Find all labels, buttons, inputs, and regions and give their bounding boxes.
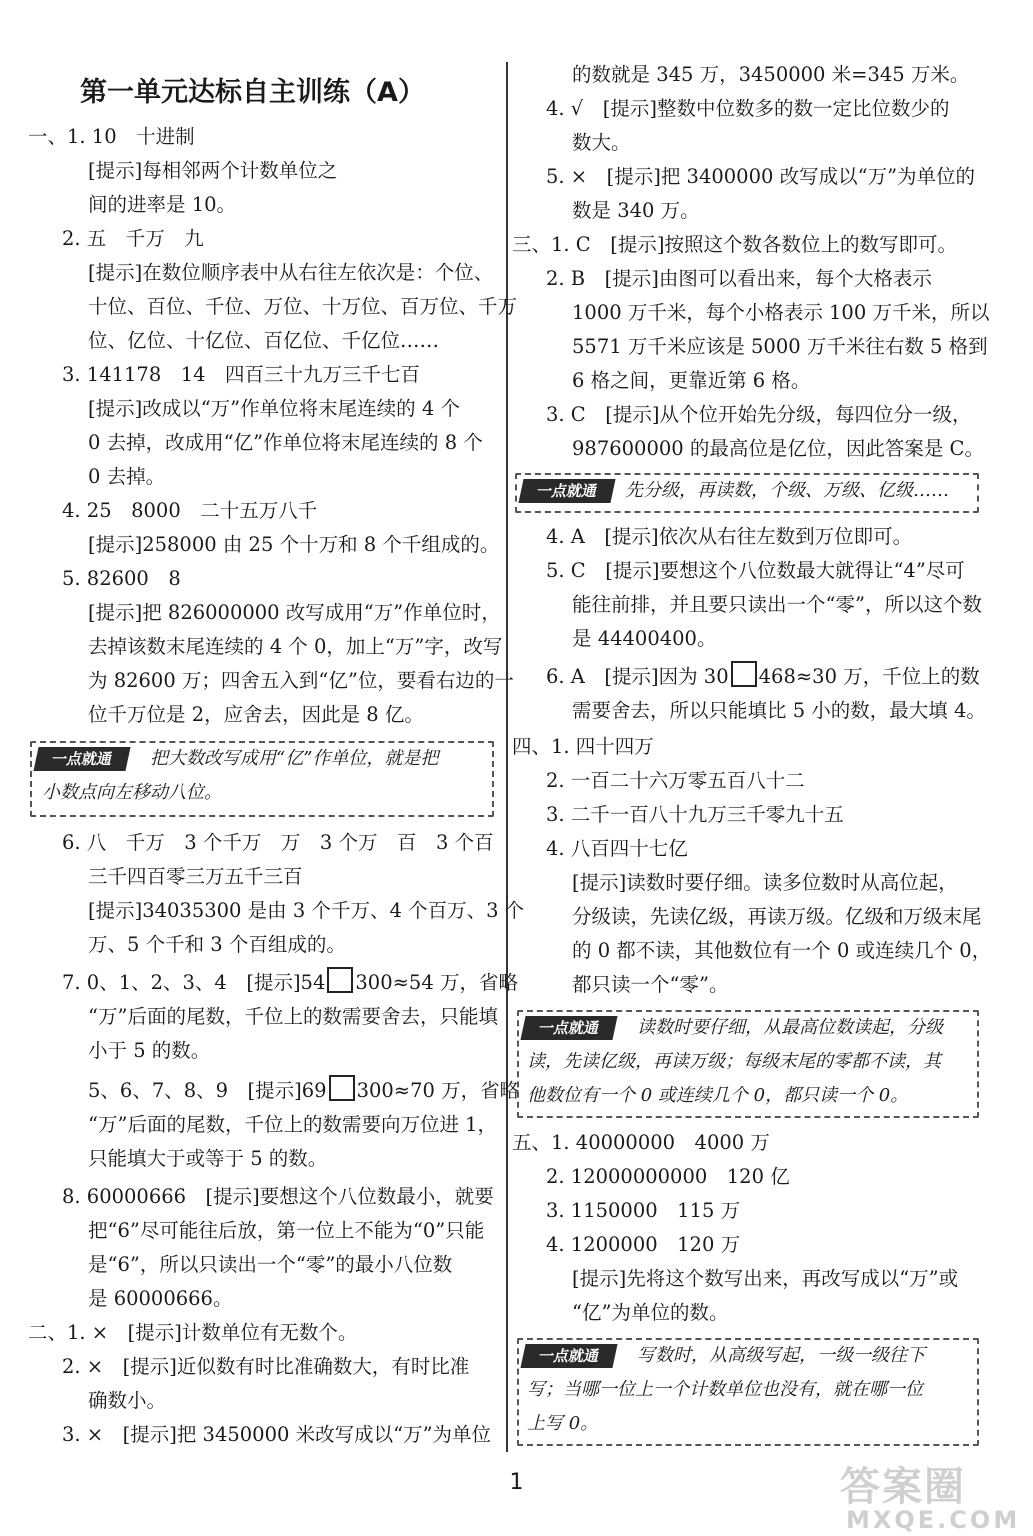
answer-line: 二、1. × [提示]计数单位有无数个。: [28, 1321, 358, 1344]
answer-line: 三、1. C [提示]按照这个数各数位上的数写即可。: [512, 233, 957, 256]
tip-badge: 一点就通: [33, 747, 130, 771]
answer-line: 5. × [提示]把 3400000 改写成以“万”为单位的: [546, 165, 976, 188]
answer-line: 3. 1150000 115 万: [546, 1199, 741, 1222]
answer-line: [提示]读数时要仔细。读多位数时从高位起，: [572, 871, 958, 894]
answer-line: [提示]把 826000000 改写成用“万”作单位时，: [88, 601, 501, 624]
answer-line: 分级读，先读亿级，再读万级。亿级和万级末尾: [572, 905, 982, 928]
answer-line: [提示]每相邻两个计数单位之: [88, 159, 338, 182]
answer-line: 2. B [提示]由图可以看出来，每个大格表示: [546, 267, 932, 290]
answer-line: 3. 二千一百八十九万三千零九十五: [546, 803, 844, 826]
blank-box: [327, 967, 353, 993]
tip-text: 他数位有一个 0 或连续几个 0，都只读一个 0。: [527, 1085, 909, 1106]
answer-line: 是 44400400。: [572, 627, 717, 650]
answer-line: 2. 一百二十六万零五百八十二: [546, 769, 805, 792]
answer-line: 6. 八 千万 3 个千万 万 3 个万 百 3 个百: [62, 831, 494, 854]
answer-text: 5、6、7、8、9 [提示]69: [88, 1079, 327, 1102]
tip-box: [517, 1338, 979, 1446]
answer-line: 能往前排，并且要只读出一个“零”，所以这个数: [572, 593, 982, 616]
answer-line: [提示]258000 由 25 个十万和 8 个千组成的。: [88, 533, 500, 556]
answer-line: 四、1. 四十四万: [512, 735, 654, 758]
page-number: 1: [509, 1470, 524, 1495]
answer-line: 只能填大于或等于 5 的数。: [88, 1147, 328, 1170]
answer-line: 0 去掉，改成用“亿”作单位将末尾连续的 8 个: [88, 431, 483, 454]
answer-line: 是“6”，所以只读出一个“零”的最小八位数: [88, 1253, 453, 1276]
tip-text: 读数时要仔细，从最高位数读起，分级: [637, 1017, 943, 1038]
answer-line: 8. 60000666 [提示]要想这个八位数最小，就要: [62, 1185, 494, 1208]
answer-line: “万”后面的尾数，千位上的数需要向万位进 1，: [88, 1113, 498, 1136]
blank-box: [731, 661, 757, 687]
answer-line: 需要舍去，所以只能填比 5 小的数，最大填 4。: [572, 699, 986, 722]
watermark-url: MXQE.COM: [846, 1506, 1021, 1534]
answer-line: 3. 141178 14 四百三十九万三千七百: [62, 363, 421, 386]
answer-line: [62, 966, 518, 1000]
answer-line: 4. A [提示]依次从右往左数到万位即可。: [546, 525, 913, 548]
answer-line: 的 0 都不读，其他数位有一个 0 或连续几个 0，: [572, 939, 992, 962]
answer-line: 为 82600 万；四舍五入到“亿”位，要看右边的一: [88, 669, 514, 692]
answer-line: 987600000 的最高位是亿位，因此答案是 C。: [572, 437, 984, 460]
answer-line: 确数小。: [88, 1389, 167, 1412]
answer-line: 三千四百零三万五千三百: [88, 865, 303, 888]
answer-text: 6. A [提示]因为 30: [546, 665, 729, 688]
answer-line: 5. 82600 8: [62, 567, 181, 590]
answer-line: 2. × [提示]近似数有时比准确数大，有时比准: [62, 1355, 470, 1378]
answer-line: 的数就是 345 万，3450000 米=345 万米。: [572, 63, 970, 86]
answer-line: 都只读一个“零”。: [572, 973, 729, 996]
tip-text: 写；当哪一位上一个计数单位也没有，就在哪一位: [527, 1379, 923, 1400]
answer-line: [提示]在数位顺序表中从右往左依次是：个位、: [88, 261, 494, 284]
answer-line: [提示]34035300 是由 3 个千万、4 个百万、3 个: [88, 899, 525, 922]
tip-text: 把大数改写成用“亿”作单位，就是把: [150, 748, 439, 769]
answer-line: 2. 五 千万 九: [62, 227, 204, 250]
answer-line: 4. √ [提示]整数中位数多的数一定比位数少的: [546, 97, 950, 120]
answer-line: 去掉该数末尾连续的 4 个 0，加上“万”字，改写: [88, 635, 503, 658]
answer-text: 300≈70 万，省略: [356, 1079, 520, 1102]
tip-badge: 一点就通: [518, 479, 615, 503]
answer-line: 3. × [提示]把 3450000 米改写成以“万”为单位: [62, 1423, 492, 1446]
answer-line: 数大。: [572, 131, 631, 154]
answer-line: 1000 万千米，每个小格表示 100 万千米，所以: [572, 301, 990, 324]
answer-line: [提示]先将这个数写出来，再改写成以“万”或: [572, 1267, 959, 1290]
watermark-logo: [840, 1455, 1030, 1533]
answer-line: 5. C [提示]要想这个八位数最大就得让“4”尽可: [546, 559, 965, 582]
tip-text: 先分级，再读数，个级、万级、亿级……: [625, 480, 949, 501]
answer-line: 间的进率是 10。: [88, 193, 237, 216]
answer-line: 0 去掉。: [88, 465, 166, 488]
answer-line: 五、1. 40000000 4000 万: [512, 1131, 770, 1154]
answer-line: [546, 660, 980, 694]
tip-text: 上写 0。: [527, 1413, 599, 1434]
answer-line: “亿”为单位的数。: [572, 1301, 729, 1324]
tip-badge: 一点就通: [520, 1344, 617, 1368]
answer-line: 4. 八百四十七亿: [546, 837, 688, 860]
tip-box: [515, 473, 979, 513]
answer-text: 468≈30 万，千位上的数: [758, 665, 980, 688]
answer-line: 6 格之间，更靠近第 6 格。: [572, 369, 811, 392]
answer-line: 万、5 个千和 3 个百组成的。: [88, 933, 346, 956]
answer-line: 是 60000666。: [88, 1287, 233, 1310]
answer-line: [88, 1074, 519, 1108]
answer-line: 数是 340 万。: [572, 199, 700, 222]
answer-line: “万”后面的尾数，千位上的数需要舍去，只能填: [88, 1005, 498, 1028]
tip-box: [30, 741, 494, 817]
answer-line: 4. 1200000 120 万: [546, 1233, 741, 1256]
answer-line: 5571 万千米应该是 5000 万千米往右数 5 格到: [572, 335, 988, 358]
answer-line: [提示]改成以“万”作单位将末尾连续的 4 个: [88, 397, 460, 420]
tip-text: 写数时，从高级写起，一级一级往下: [637, 1345, 925, 1366]
answer-line: 一、1. 10 十进制: [28, 125, 195, 148]
tip-badge: 一点就通: [520, 1016, 617, 1040]
tip-text: 读，先读亿级，再读万级；每级末尾的零都不读，其: [527, 1051, 941, 1072]
answer-line: 十位、百位、千位、万位、十万位、百万位、千万: [88, 295, 518, 318]
answer-text: 300≈54 万，省略: [355, 971, 518, 994]
page-title: 第一单元达标自主训练（A）: [80, 77, 425, 108]
tip-box: [517, 1010, 979, 1118]
answer-line: 小于 5 的数。: [88, 1039, 211, 1062]
answer-line: 2. 12000000000 120 亿: [546, 1165, 790, 1188]
answer-line: 3. C [提示]从个位开始先分级，每四位分一级，: [546, 403, 972, 426]
answer-line: 把“6”尽可能往后放，第一位上不能为“0”只能: [88, 1219, 485, 1242]
column-divider: [506, 62, 508, 1452]
answer-line: 4. 25 8000 二十五万八千: [62, 499, 318, 522]
tip-text: 小数点向左移动八位。: [42, 782, 222, 803]
answer-line: 位千万位是 2，应舍去，因此是 8 亿。: [88, 703, 424, 726]
blank-box: [329, 1075, 355, 1101]
watermark-text: 答案圈: [840, 1464, 966, 1510]
answer-line: 位、亿位、十亿位、百亿位、千亿位……: [88, 329, 440, 352]
answer-text: 7. 0、1、2、3、4 [提示]54: [62, 971, 326, 994]
